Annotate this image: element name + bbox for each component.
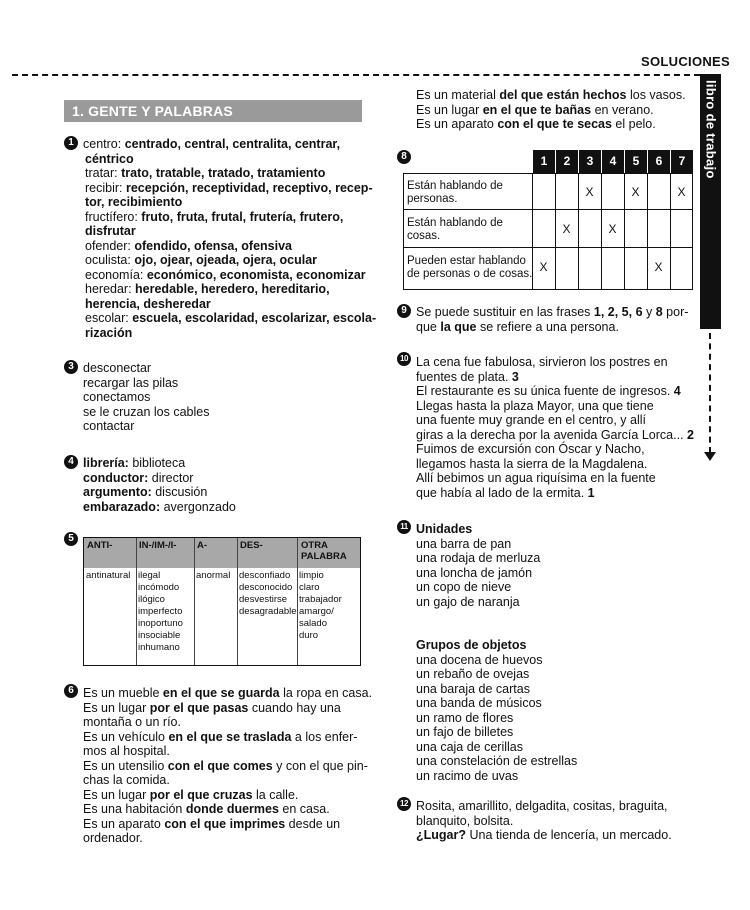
unit-item: una rodaja de merluza xyxy=(416,551,541,565)
exercise-number-1: 1 xyxy=(64,136,78,150)
table-column-divider xyxy=(136,538,137,665)
text-segment: Es un lugar xyxy=(83,700,150,715)
text-segment: fuentes de plata. xyxy=(416,369,512,384)
word-label: escolar: xyxy=(85,311,133,325)
word-equivalent: director xyxy=(148,470,194,485)
row-label-line: Están hablando de xyxy=(407,217,503,229)
text-segment: Llegas hasta la plaza Mayor, una que tiene xyxy=(416,398,654,413)
exercise-number-5: 5 xyxy=(64,532,78,546)
answer-line xyxy=(416,828,672,843)
bold-segment: del que están hechos xyxy=(499,88,627,102)
text-segment: Es un material xyxy=(416,88,500,102)
column-header-4: 4 xyxy=(601,150,624,173)
answer-line xyxy=(416,384,694,399)
answer-line xyxy=(416,399,694,414)
side-tab-label: libro de trabajo xyxy=(703,80,719,179)
table-cell-word: inhumano xyxy=(138,642,180,653)
bold-segment: por el que cruzas xyxy=(149,787,253,802)
table-cell-word: ilegal xyxy=(138,570,161,581)
table-cell-word: claro xyxy=(299,582,320,593)
text-segment: Es un aparato xyxy=(416,117,498,131)
side-dashed-line xyxy=(709,333,711,453)
answer-line xyxy=(83,831,372,846)
mark-cell: X xyxy=(608,222,617,236)
answer-line xyxy=(416,413,694,428)
answer-line xyxy=(416,88,686,103)
table-header-cell: A- xyxy=(197,540,208,551)
exercise-10-answers xyxy=(416,355,694,500)
table-row xyxy=(403,210,693,248)
answer-line xyxy=(83,773,372,788)
row-label-line: Pueden estar hablando xyxy=(407,255,526,267)
table-cell-word: desagradable xyxy=(239,606,297,617)
word-label: tratar: xyxy=(85,166,122,180)
derived-words: fruto, fruta, frutal, frutería, frutero, xyxy=(141,209,344,224)
text-segment: desde un xyxy=(285,816,341,831)
derived-words: herencia, desheredar xyxy=(85,296,211,311)
text-segment: montaña o un río. xyxy=(83,715,181,729)
text-segment: una fuente muy grande en el centro, y allí xyxy=(416,413,647,427)
text-segment: Es un utensilio xyxy=(83,758,168,773)
derived-words: heredable, heredero, hereditario, xyxy=(135,282,330,296)
answer-line xyxy=(416,442,694,457)
group-item: un rebaño de ovejas xyxy=(416,667,530,681)
table-column-divider xyxy=(194,538,195,665)
answer-line xyxy=(83,471,236,486)
prefix-table xyxy=(83,537,361,666)
answer-line: contactar xyxy=(83,419,135,433)
bold-segment: 1 xyxy=(587,485,595,500)
exercise-number-9: 9 xyxy=(397,304,411,318)
derived-words: disfrutar xyxy=(85,224,136,238)
unit-item: una barra de pan xyxy=(416,536,512,551)
word-equivalent: discusión xyxy=(151,485,208,499)
bold-segment: por el que pasas xyxy=(149,700,249,715)
row-label-line: de personas o de cosas. xyxy=(407,268,533,280)
mark-cell: X xyxy=(585,185,594,199)
word-label: oculista: xyxy=(85,253,135,267)
table-cell-word: inoportuno xyxy=(138,618,183,629)
table-cell-word: limpio xyxy=(299,570,324,581)
table-cell xyxy=(239,570,297,618)
table-row xyxy=(403,248,693,289)
word-term: conductor: xyxy=(83,470,149,485)
text-segment: cuando hay una xyxy=(248,700,341,715)
text-segment: chas la comida. xyxy=(83,773,170,787)
answer-line xyxy=(83,701,372,716)
column-header-5: 5 xyxy=(624,150,647,173)
side-tab xyxy=(700,74,721,329)
group-item: una baraja de cartas xyxy=(416,681,530,696)
bold-segment: 2 xyxy=(686,427,694,442)
bold-segment: la que xyxy=(440,319,477,334)
text-segment: Es un lugar xyxy=(83,787,150,802)
bold-segment: con el que imprimes xyxy=(164,816,286,831)
answer-line xyxy=(416,103,686,118)
bold-segment: donde duermes xyxy=(185,802,279,816)
group-item: una caja de cerillas xyxy=(416,739,524,754)
word-label: fructífero: xyxy=(85,209,142,224)
mark-cell: X xyxy=(562,222,571,236)
column-header-1: 1 xyxy=(532,150,555,173)
text-segment: ordenador. xyxy=(83,831,143,845)
text-segment: por- xyxy=(662,305,689,319)
exercise-number-10: 10 xyxy=(397,352,411,366)
table-header-cell: ANTI- xyxy=(87,540,113,551)
text-segment: la ropa en casa. xyxy=(279,686,373,700)
answer-line: conectamos xyxy=(83,390,151,404)
word-label: economía: xyxy=(85,267,147,282)
arrow-down-icon xyxy=(704,452,716,461)
answer-line xyxy=(83,311,376,326)
text-segment: Es un aparato xyxy=(83,816,165,831)
table-cell-word: trabajador xyxy=(299,594,342,605)
answer-line xyxy=(83,686,372,701)
exercise-number-11: 11 xyxy=(397,520,411,534)
answer-line xyxy=(83,485,236,500)
bold-segment: en el que se traslada xyxy=(168,729,292,744)
unit-item: un copo de nieve xyxy=(416,580,512,594)
page-header-title: SOLUCIONES xyxy=(641,54,730,69)
text-segment: que había al lado de la ermita. xyxy=(416,485,588,500)
derived-words: económico, economista, economizar xyxy=(146,267,366,282)
answer-line xyxy=(83,802,372,817)
text-segment: el pelo. xyxy=(611,117,656,131)
table-column-divider xyxy=(297,538,298,665)
table-header-cell: DES- xyxy=(240,540,263,551)
units-title: Unidades xyxy=(416,522,473,536)
text-segment: en casa. xyxy=(278,802,330,816)
table-cell xyxy=(196,570,230,582)
answer-line xyxy=(83,137,376,152)
table-cell xyxy=(138,570,183,654)
answer-line xyxy=(416,428,694,443)
exercise-3-answers xyxy=(83,361,209,434)
text-segment: mos al hospital. xyxy=(83,744,170,758)
column-header-3: 3 xyxy=(578,150,601,173)
answer-line xyxy=(416,117,686,132)
table-cell xyxy=(299,570,342,642)
answer-line xyxy=(416,799,672,814)
word-equivalent: biblioteca xyxy=(128,456,186,470)
exercise-number-6: 6 xyxy=(64,684,78,698)
answer-line xyxy=(83,456,236,471)
table-header-cell: OTRA PALABRA xyxy=(301,540,347,562)
column-header-6: 6 xyxy=(647,150,670,173)
word-label: ofender: xyxy=(85,238,135,253)
text-segment: la calle. xyxy=(252,787,299,802)
answer-line xyxy=(416,305,688,320)
table-header-cell: IN-/IM-/I- xyxy=(139,540,177,551)
bold-segment: en el que se guarda xyxy=(162,686,280,700)
answer-line xyxy=(416,355,694,370)
table-cell-word: amargo/ xyxy=(299,606,334,617)
text-segment: La cena fue fabulosa, sirvieron los postres en xyxy=(416,355,668,369)
table-cell-word: desconfiado xyxy=(239,570,291,581)
answer-line xyxy=(83,224,376,239)
row-label-line: personas. xyxy=(407,193,458,205)
table-cell-word: desconocido xyxy=(239,582,293,593)
row-label-line: cosas. xyxy=(407,230,441,242)
bold-segment: con el que te secas xyxy=(497,117,612,131)
text-segment: Es un vehículo xyxy=(83,729,169,744)
text-segment: y con el que pin- xyxy=(272,758,368,773)
exercise-6-answers xyxy=(83,686,372,846)
bold-segment: 1, 2, 5, 6 xyxy=(593,305,643,319)
answer-line xyxy=(416,814,672,829)
section-title: 1. GENTE Y PALABRAS xyxy=(64,100,362,122)
bold-segment: 8 xyxy=(655,305,663,319)
word-equivalent: avergonzado xyxy=(160,499,236,514)
exercise-1-answers xyxy=(83,137,376,340)
answer-line xyxy=(83,297,376,312)
text-segment: Fuimos de excursión con Óscar y Nacho, xyxy=(416,442,645,456)
table-cell-word: duro xyxy=(299,630,319,641)
exercise-11-answers xyxy=(416,522,577,783)
answer-line: se le cruzan los cables xyxy=(83,404,210,419)
derived-words: centrado, central, centralita, centrar, xyxy=(124,137,341,151)
table-column-divider xyxy=(237,538,238,665)
mark-cell: X xyxy=(654,260,663,274)
row-label xyxy=(407,217,503,243)
exercise-number-4: 4 xyxy=(64,455,78,469)
answer-line xyxy=(416,320,688,335)
answer-line xyxy=(416,370,694,385)
derived-words: rización xyxy=(85,325,133,340)
table-cell-word: insociable xyxy=(138,630,181,641)
word-term: argumento: xyxy=(83,485,152,499)
column-header-2: 2 xyxy=(555,150,578,173)
group-item: un fajo de billetes xyxy=(416,725,514,739)
text-segment: los vasos. xyxy=(626,88,686,102)
derived-words: ojo, ojear, ojeada, ojera, ocular xyxy=(134,253,318,267)
word-term: embarazado: xyxy=(83,499,161,514)
answer-line xyxy=(83,326,376,341)
exercise-12-answers xyxy=(416,799,672,843)
derived-words: trato, tratable, tratado, tratamiento xyxy=(121,166,326,180)
table-cell-word: salado xyxy=(299,618,327,629)
table-row xyxy=(403,173,693,210)
text-segment: en verano. xyxy=(591,102,654,117)
word-label: recibir: xyxy=(85,180,126,195)
exercise-7-continuation xyxy=(416,88,686,132)
group-item: un racimo de uvas xyxy=(416,768,519,783)
answer-line xyxy=(83,268,376,283)
text-segment: Una tienda de lencería, un mercado. xyxy=(466,828,672,842)
group-item: una banda de músicos xyxy=(416,696,542,710)
derived-words: recepción, receptividad, receptivo, recep- xyxy=(125,180,373,195)
exercise-9-answer xyxy=(416,305,688,334)
bold-segment: 3 xyxy=(511,369,519,384)
table-cell-word: imperfecto xyxy=(138,606,183,617)
word-term: librería: xyxy=(83,456,129,470)
header-dashed-divider xyxy=(12,74,700,76)
unit-item: una loncha de jamón xyxy=(416,565,533,580)
bold-segment: ¿Lugar? xyxy=(416,828,466,842)
answer-line xyxy=(83,730,372,745)
derived-words: ofendido, ofensa, ofensiva xyxy=(134,238,293,253)
derived-words: escuela, escolaridad, escolarizar, escola- xyxy=(132,311,377,325)
row-label xyxy=(407,180,503,206)
answer-line xyxy=(83,195,376,210)
derived-words: tor, recibimiento xyxy=(85,195,183,209)
text-segment: El restaurante es su única fuente de ingresos. xyxy=(416,384,674,398)
bold-segment: con el que comes xyxy=(167,758,273,773)
text-segment: Es un lugar xyxy=(416,102,483,117)
text-segment: Rosita, amarillito, delgadita, cositas, braguita, xyxy=(416,799,668,813)
exercise-4-answers xyxy=(83,456,236,514)
answer-line xyxy=(416,486,694,501)
bold-segment: 4 xyxy=(673,384,681,398)
exercise-number-12: 12 xyxy=(397,797,411,811)
text-segment: Se puede sustituir en las frases xyxy=(416,305,594,319)
exercise-number-8: 8 xyxy=(397,150,411,164)
answer-line xyxy=(416,457,694,472)
mark-cell: X xyxy=(539,260,548,274)
table-cell xyxy=(86,570,130,582)
column-header-7: 7 xyxy=(670,150,693,173)
answer-line xyxy=(83,788,372,803)
answer-line xyxy=(83,282,376,297)
group-item: una constelación de estrellas xyxy=(416,754,578,768)
derived-words: céntrico xyxy=(85,151,134,166)
answer-line xyxy=(83,715,372,730)
group-item: un ramo de flores xyxy=(416,710,514,725)
text-segment: que xyxy=(416,319,441,334)
table-cell-word: antinatural xyxy=(86,570,131,581)
mark-cell: X xyxy=(677,185,686,199)
table-cell-word: ilógico xyxy=(138,594,165,605)
text-segment: giras a la derecha por la avenida García Lorca... xyxy=(416,427,687,442)
answer-line xyxy=(83,181,376,196)
answer-line xyxy=(83,166,376,181)
bold-segment: en el que te bañas xyxy=(482,102,592,117)
answer-line xyxy=(83,759,372,774)
answer-line: desconectar xyxy=(83,361,152,375)
row-label xyxy=(407,255,532,281)
text-segment: Es un mueble xyxy=(83,686,163,700)
word-label: heredar: xyxy=(85,282,136,296)
row-label-line: Están hablando de xyxy=(407,180,503,192)
text-segment: Allí bebimos un agua riquísima en la fuente xyxy=(416,471,656,485)
text-segment: blanquito, bolsita. xyxy=(416,813,514,828)
text-segment: y xyxy=(642,305,656,319)
table-cell-word: desvestirse xyxy=(239,594,288,605)
table-cell-word: anormal xyxy=(196,570,231,581)
group-item: una docena de huevos xyxy=(416,652,543,667)
answer-line xyxy=(416,471,694,486)
unit-item: un gajo de naranja xyxy=(416,594,520,609)
answer-line xyxy=(83,253,376,268)
answer-line: recargar las pilas xyxy=(83,375,179,390)
answer-line xyxy=(83,210,376,225)
speaking-about-table xyxy=(403,150,693,290)
answer-line xyxy=(83,744,372,759)
word-label: centro: xyxy=(83,137,125,151)
text-segment: se refiere a una persona. xyxy=(476,319,619,334)
text-segment: Es una habitación xyxy=(83,802,186,816)
text-segment: llegamos hasta la sierra de la Magdalena. xyxy=(416,456,648,471)
table-cell-word: incómodo xyxy=(138,582,180,593)
answer-line xyxy=(83,152,376,167)
answer-line xyxy=(83,500,236,515)
answer-line xyxy=(83,239,376,254)
exercise-number-3: 3 xyxy=(64,360,78,374)
answer-line xyxy=(83,817,372,832)
groups-title: Grupos de objetos xyxy=(416,638,527,652)
text-segment: a los enfer- xyxy=(291,729,358,744)
mark-cell: X xyxy=(631,185,640,199)
